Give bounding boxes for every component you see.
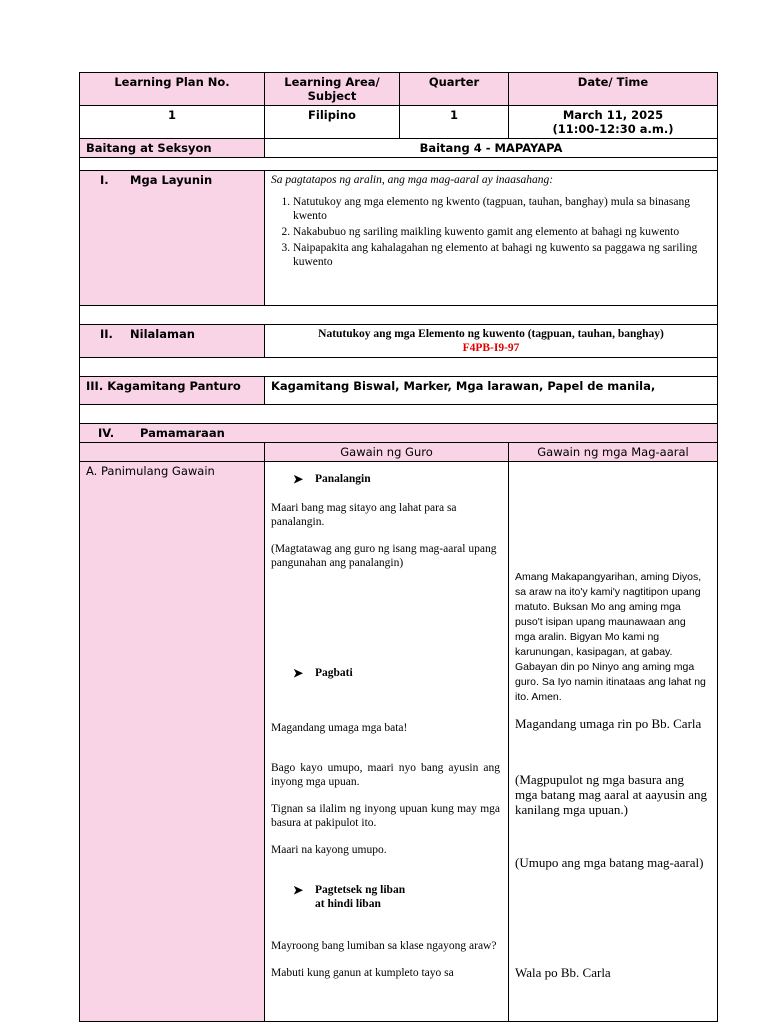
student-greeting: Magandang umaga rin po Bb. Carla — [515, 716, 702, 731]
attendance-title — [315, 883, 405, 911]
section-a-row — [80, 462, 718, 1022]
grade-row — [80, 139, 718, 158]
procedure-empty-header — [80, 443, 265, 462]
objective-item: 1. Natutukoy ang mga elemento ng kwento (tagpuan, tauhan, banghay) mula sa binasang kwento — [293, 195, 711, 223]
prayer-title: Panalangin — [315, 473, 371, 485]
student-attendance: Wala po Bb. Carla — [515, 965, 611, 980]
attendance-heading — [271, 883, 500, 911]
content-label: Nilalaman — [130, 327, 195, 341]
procedure-label-cell — [80, 424, 718, 443]
header-plan-no: Learning Plan No. — [80, 73, 265, 106]
attendance-remark: Mabuti kung ganun at kumpleto tayo sa — [271, 967, 454, 979]
content-code: F4PB-I9-97 — [462, 342, 520, 354]
prayer-heading — [271, 472, 500, 486]
procedure-row — [80, 424, 718, 443]
date-value: March 11, 2025 — [562, 108, 664, 122]
content-row — [80, 325, 718, 358]
objectives-content — [265, 171, 718, 306]
content-value — [265, 325, 718, 358]
attendance-title-line: at hindi liban — [315, 898, 381, 910]
objectives-label: Mga Layunin — [130, 173, 213, 187]
header-quarter: Quarter — [400, 73, 509, 106]
values-row — [80, 106, 718, 139]
time-value: (11:00-12:30 a.m.) — [552, 122, 674, 136]
objectives-row — [80, 171, 718, 306]
greeting-line: Magandang umaga mga bata! — [271, 722, 408, 734]
greeting-heading — [271, 666, 500, 680]
greeting-title: Pagbati — [315, 667, 353, 679]
spacer-row — [80, 405, 718, 424]
subject-value: Filipino — [265, 106, 400, 139]
grade-label: Baitang at Seksyon — [80, 139, 265, 158]
materials-label: III. Kagamitang Panturo — [80, 377, 265, 405]
procedure-label: Pamamaraan — [140, 426, 225, 440]
procedure-num: IV. — [98, 426, 115, 440]
content-title: Natutukoy ang mga Elemento ng kuwento (tagpuan, tauhan, banghay) — [318, 328, 664, 340]
spacer-row — [80, 358, 718, 377]
header-row — [80, 73, 718, 106]
student-chairs: (Magpupulot ng mga basura ang mga batang mag aaral at aayusin ang kanilang mga upuan.) — [515, 772, 708, 817]
student-prayer: Amang Makapangyarihan, aming Diyos, sa araw na ito'y kami'y nagtitipon upang matuto. Buksan Mo ang aming mga puso't isipan upang maunawaan ang mga aralin. Bigyan Mo kami ng karunungan, kasipagan, at gabay. Gabayan din po Ninyo ang aming mga guro. Sa Iyo namin itinataas ang lahat ng ito. Amen. — [515, 571, 706, 703]
attendance-question: Mayroong bang lumiban sa klase ngayong araw? — [271, 940, 497, 952]
header-subject: Learning Area/ Subject — [265, 73, 400, 106]
objective-item: 2. Nakabubuo ng sariling maikling kuwento gamit ang elemento at bahagi ng kuwento — [293, 225, 711, 239]
objectives-num: I. — [100, 173, 109, 187]
quarter-value: 1 — [400, 106, 509, 139]
prayer-note: (Magtatawag ang guro ng isang mag-aaral upang pangunahan ang panalangin) — [271, 543, 497, 569]
prayer-instruction: Maari bang mag sitayo ang lahat para sa panalangin. — [271, 502, 457, 528]
header-date-time: Date/ Time — [509, 73, 718, 106]
objective-item: 3. Naipapakita ang kahalagahan ng elemento at bahagi ng kuwento sa paggawa ng sariling kuwento — [293, 241, 711, 269]
objectives-list — [271, 195, 711, 269]
arrow-bullet-icon: ➤ — [293, 472, 304, 486]
materials-value: Kagamitang Biswal, Marker, Mga larawan, Papel de manila, — [265, 377, 718, 405]
spacer-row — [80, 158, 718, 171]
plan-no-value: 1 — [80, 106, 265, 139]
materials-row — [80, 377, 718, 405]
arrow-bullet-icon: ➤ — [293, 666, 304, 680]
teacher-activities — [265, 462, 509, 1022]
student-column-header: Gawain ng mga Mag-aaral — [509, 443, 718, 462]
teacher-column-header: Gawain ng Guro — [265, 443, 509, 462]
grade-value: Baitang 4 - MAPAYAPA — [265, 139, 718, 158]
lesson-plan-table — [79, 72, 718, 1022]
procedure-columns-row — [80, 443, 718, 462]
section-a-label: A. Panimulang Gawain — [80, 462, 265, 1022]
student-sit: (Umupo ang mga batang mag-aaral) — [515, 855, 704, 870]
spacer-row — [80, 306, 718, 325]
chairs-instruction: Bago kayo umupo, maari nyo bang ayusin ang inyong mga upuan. — [271, 762, 500, 788]
objectives-label-cell — [80, 171, 265, 306]
student-activities — [509, 462, 718, 1022]
sit-instruction: Maari na kayong umupo. — [271, 844, 387, 856]
date-time-value — [509, 106, 718, 139]
arrow-bullet-icon: ➤ — [293, 883, 304, 897]
trash-instruction: Tignan sa ilalim ng inyong upuan kung may mga basura at pakipulot ito. — [271, 803, 500, 829]
content-num: II. — [100, 327, 113, 341]
attendance-title-line: Pagtetsek ng liban — [315, 884, 406, 896]
content-label-cell — [80, 325, 265, 358]
objectives-intro: Sa pagtatapos ng aralin, ang mga mag-aaral ay inaasahang: — [271, 174, 554, 186]
